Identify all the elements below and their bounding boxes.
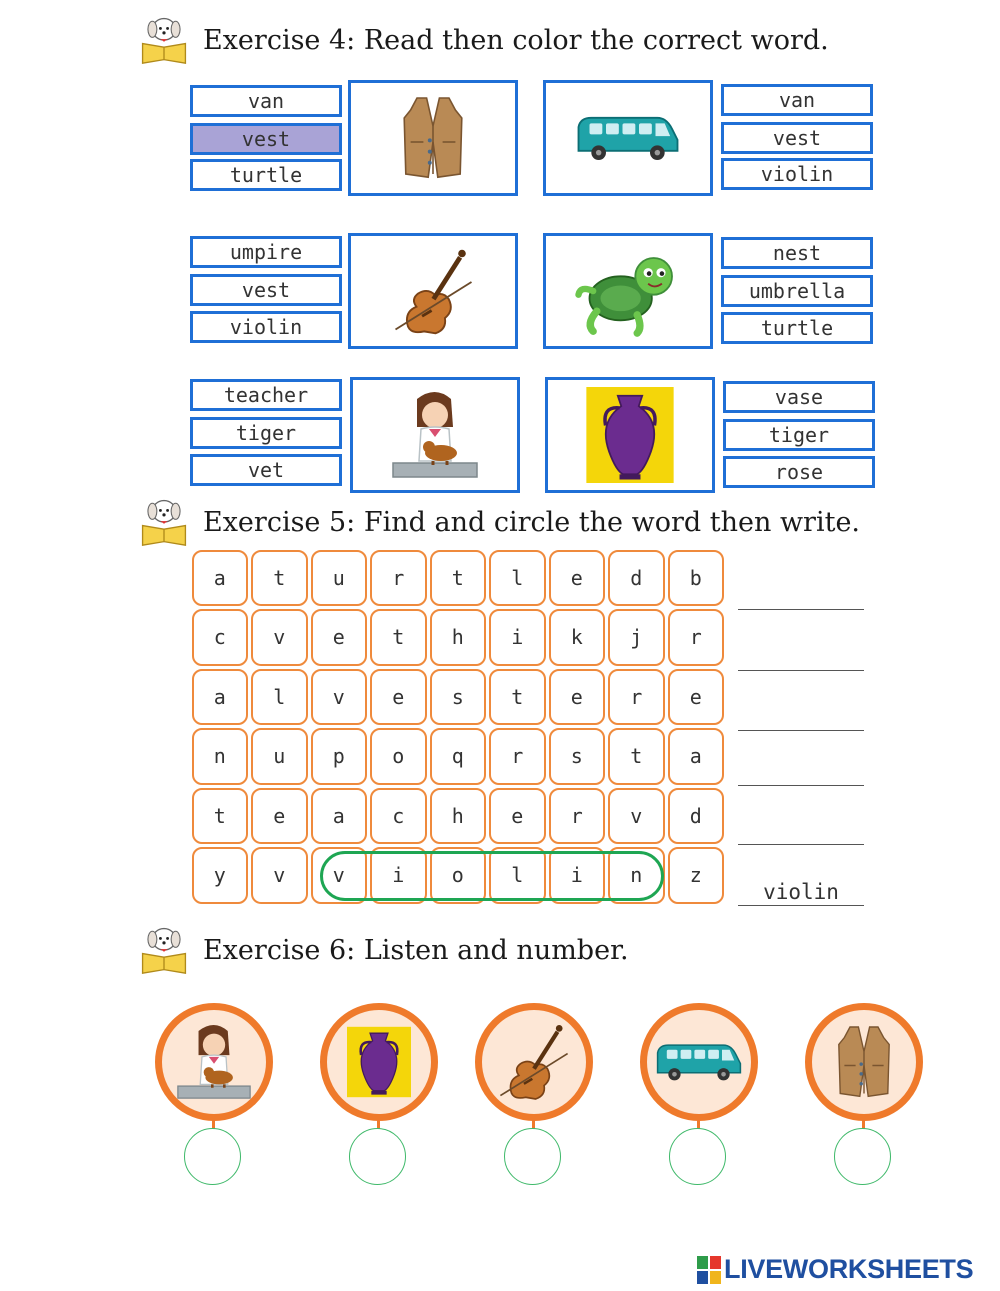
letter-cell[interactable]: t bbox=[608, 728, 665, 785]
letter-cell[interactable]: c bbox=[370, 788, 427, 845]
word-option-vest[interactable]: vest bbox=[190, 274, 342, 306]
letter-cell[interactable]: t bbox=[251, 550, 308, 607]
word-option-van[interactable]: van bbox=[190, 85, 342, 117]
word-option-vest[interactable]: vest bbox=[721, 122, 873, 154]
number-input-1[interactable] bbox=[184, 1128, 241, 1185]
letter-cell[interactable]: h bbox=[430, 609, 487, 666]
letter-cell[interactable]: e bbox=[549, 550, 606, 607]
word-option-teacher[interactable]: teacher bbox=[190, 379, 342, 411]
letter-cell[interactable]: l bbox=[489, 550, 546, 607]
liveworksheets-logo-icon bbox=[697, 1256, 721, 1284]
letter-cell[interactable]: e bbox=[370, 669, 427, 726]
word-option-van[interactable]: van bbox=[721, 84, 873, 116]
number-input-3[interactable] bbox=[504, 1128, 561, 1185]
answer-line-1[interactable] bbox=[738, 580, 864, 610]
listen-item-vet bbox=[155, 1003, 275, 1193]
answer-line-5[interactable] bbox=[738, 815, 864, 845]
letter-cell[interactable]: r bbox=[608, 669, 665, 726]
letter-cell[interactable]: o bbox=[430, 847, 487, 904]
letter-cell[interactable]: s bbox=[430, 669, 487, 726]
letter-cell[interactable]: q bbox=[430, 728, 487, 785]
exercise-6-heading bbox=[137, 925, 629, 975]
turtle-picture bbox=[543, 233, 713, 349]
letter-cell[interactable]: r bbox=[668, 609, 725, 666]
van-picture-icon bbox=[653, 1038, 745, 1086]
vest-picture bbox=[348, 80, 518, 196]
vet-medal bbox=[155, 1003, 273, 1121]
letter-cell[interactable]: a bbox=[192, 550, 249, 607]
listen-item-vase bbox=[320, 1003, 440, 1193]
listen-item-van bbox=[640, 1003, 760, 1193]
letter-cell[interactable]: t bbox=[430, 550, 487, 607]
vet-picture bbox=[350, 377, 520, 493]
letter-cell[interactable]: n bbox=[192, 728, 249, 785]
word-search-grid bbox=[190, 548, 726, 905]
letter-cell[interactable]: u bbox=[251, 728, 308, 785]
reading-puppy-icon bbox=[137, 15, 191, 65]
violin-picture bbox=[348, 233, 518, 349]
letter-cell[interactable]: r bbox=[549, 788, 606, 845]
letter-cell[interactable]: b bbox=[668, 550, 725, 607]
letter-cell[interactable]: i bbox=[489, 609, 546, 666]
word-option-vase[interactable]: vase bbox=[723, 381, 875, 413]
answer-line-2[interactable] bbox=[738, 641, 864, 671]
vest-picture-icon bbox=[829, 1022, 899, 1102]
number-input-2[interactable] bbox=[349, 1128, 406, 1185]
letter-cell[interactable]: o bbox=[370, 728, 427, 785]
letter-cell[interactable]: v bbox=[311, 847, 368, 904]
reading-puppy-icon bbox=[137, 925, 191, 975]
letter-cell[interactable]: a bbox=[192, 669, 249, 726]
letter-cell[interactable]: e bbox=[251, 788, 308, 845]
vase-picture bbox=[545, 377, 715, 493]
letter-cell[interactable]: v bbox=[311, 669, 368, 726]
letter-cell[interactable]: e bbox=[549, 669, 606, 726]
word-option-nest[interactable]: nest bbox=[721, 237, 873, 269]
letter-cell[interactable]: l bbox=[251, 669, 308, 726]
answer-line-3[interactable] bbox=[738, 701, 864, 731]
number-input-5[interactable] bbox=[834, 1128, 891, 1185]
letter-cell[interactable]: e bbox=[311, 609, 368, 666]
letter-cell[interactable]: i bbox=[549, 847, 606, 904]
vest-medal bbox=[805, 1003, 923, 1121]
letter-cell[interactable]: l bbox=[489, 847, 546, 904]
vet-picture-icon bbox=[385, 385, 485, 485]
word-option-tiger[interactable]: tiger bbox=[190, 417, 342, 449]
liveworksheets-brand bbox=[697, 1254, 973, 1285]
vet-picture-icon bbox=[171, 1019, 257, 1105]
letter-cell[interactable]: t bbox=[489, 669, 546, 726]
listen-item-vest bbox=[805, 1003, 925, 1193]
letter-cell[interactable]: p bbox=[311, 728, 368, 785]
vest-picture-icon bbox=[393, 92, 473, 184]
word-option-violin[interactable]: violin bbox=[190, 311, 342, 343]
letter-cell[interactable]: t bbox=[370, 609, 427, 666]
violin-picture-icon bbox=[386, 244, 481, 339]
answer-line-4[interactable] bbox=[738, 756, 864, 786]
violin-medal bbox=[475, 1003, 593, 1121]
letter-cell[interactable]: i bbox=[370, 847, 427, 904]
letter-cell[interactable]: a bbox=[668, 728, 725, 785]
exercise-4-heading bbox=[137, 15, 829, 65]
letter-cell[interactable]: c bbox=[192, 609, 249, 666]
van-picture-icon bbox=[573, 110, 683, 166]
van-picture bbox=[543, 80, 713, 196]
letter-cell[interactable]: r bbox=[489, 728, 546, 785]
letter-cell[interactable]: h bbox=[430, 788, 487, 845]
letter-cell[interactable]: r bbox=[370, 550, 427, 607]
answer-line-6[interactable]: violin bbox=[738, 876, 864, 906]
letter-cell[interactable]: t bbox=[192, 788, 249, 845]
word-option-violin[interactable]: violin bbox=[721, 158, 873, 190]
letter-cell[interactable]: z bbox=[668, 847, 725, 904]
letter-cell[interactable]: y bbox=[192, 847, 249, 904]
letter-cell[interactable]: e bbox=[668, 669, 725, 726]
exercise-4-title: Exercise 4: Read then color the correct word. bbox=[203, 24, 829, 56]
vase-picture-icon bbox=[347, 1025, 411, 1099]
letter-cell[interactable]: d bbox=[608, 550, 665, 607]
letter-cell[interactable]: n bbox=[608, 847, 665, 904]
letter-cell[interactable]: v bbox=[251, 609, 308, 666]
word-option-vet[interactable]: vet bbox=[190, 454, 342, 486]
exercise-5-heading bbox=[137, 497, 860, 547]
word-option-umpire[interactable]: umpire bbox=[190, 236, 342, 268]
letter-cell[interactable]: s bbox=[549, 728, 606, 785]
van-medal bbox=[640, 1003, 758, 1121]
word-option-turtle[interactable]: turtle bbox=[721, 312, 873, 344]
exercise-5-title: Exercise 5: Find and circle the word then write. bbox=[203, 506, 861, 538]
violin-picture-icon bbox=[492, 1020, 576, 1104]
word-option-vest[interactable]: vest bbox=[190, 123, 342, 155]
letter-cell[interactable]: e bbox=[489, 788, 546, 845]
vase-picture-icon bbox=[586, 387, 674, 483]
letter-cell[interactable]: k bbox=[549, 609, 606, 666]
turtle-picture-icon bbox=[573, 245, 683, 337]
listen-item-violin bbox=[475, 1003, 595, 1193]
word-option-umbrella[interactable]: umbrella bbox=[721, 275, 873, 307]
number-input-4[interactable] bbox=[669, 1128, 726, 1185]
letter-cell[interactable]: u bbox=[311, 550, 368, 607]
letter-cell[interactable]: d bbox=[668, 788, 725, 845]
reading-puppy-icon bbox=[137, 497, 191, 547]
word-option-rose[interactable]: rose bbox=[723, 456, 875, 488]
letter-cell[interactable]: j bbox=[608, 609, 665, 666]
word-option-turtle[interactable]: turtle bbox=[190, 159, 342, 191]
exercise-6-title: Exercise 6: Listen and number. bbox=[203, 934, 629, 966]
letter-cell[interactable]: v bbox=[251, 847, 308, 904]
letter-cell[interactable]: v bbox=[608, 788, 665, 845]
letter-cell[interactable]: a bbox=[311, 788, 368, 845]
word-option-tiger[interactable]: tiger bbox=[723, 419, 875, 451]
vase-medal bbox=[320, 1003, 438, 1121]
brand-name: LIVEWORKSHEETS bbox=[724, 1254, 974, 1284]
